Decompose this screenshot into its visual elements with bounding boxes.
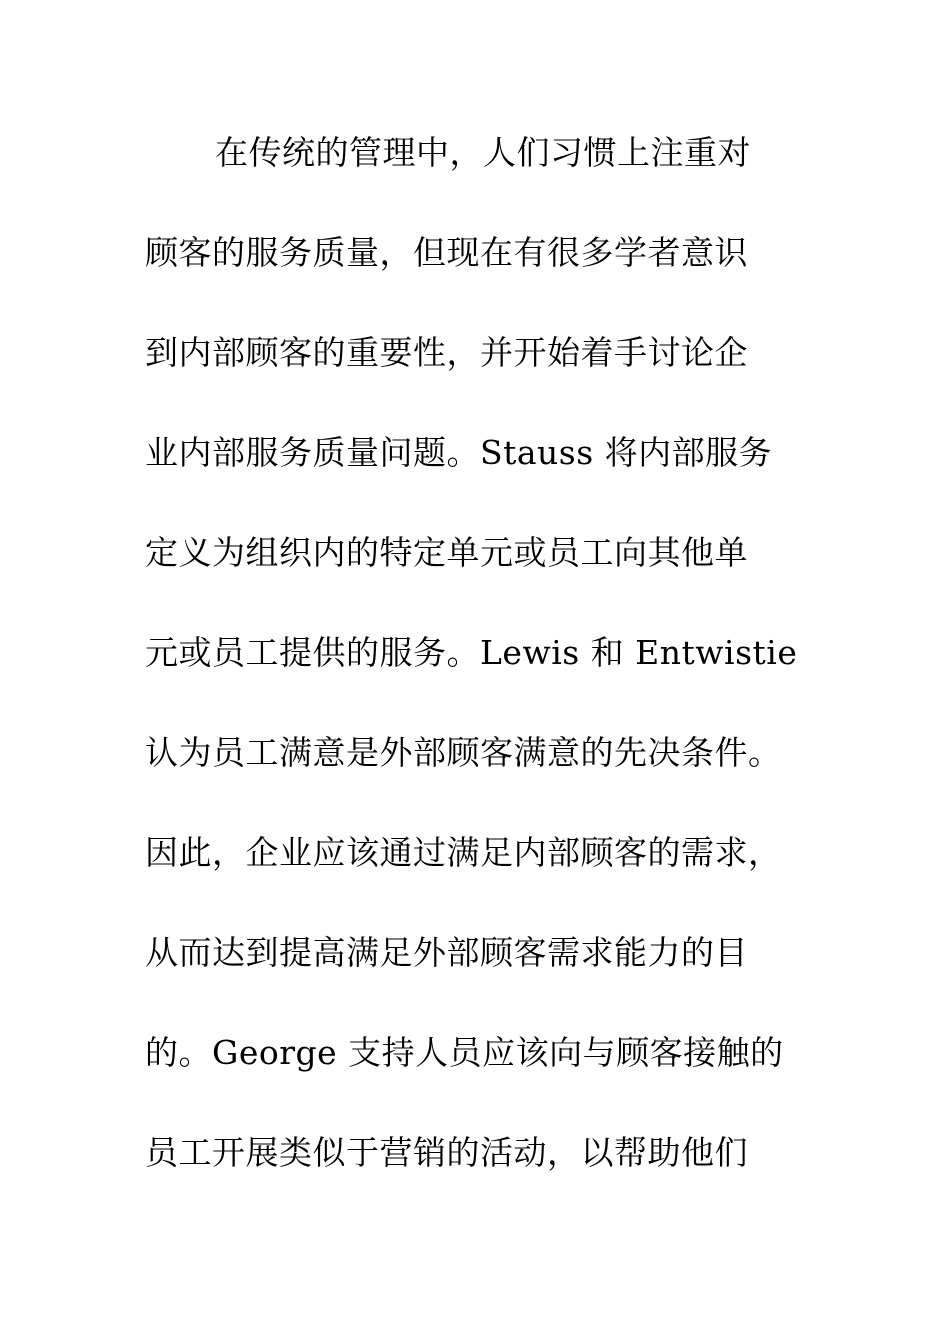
body-paragraph bbox=[145, 125, 805, 1225]
paragraph-line: 认为员工满意是外部顾客满意的先决条件。 bbox=[145, 733, 782, 772]
paragraph-line: 定义为组织内的特定单元或员工向其他单 bbox=[145, 533, 748, 572]
paragraph-line: 在传统的管理中，人们习惯上注重对 bbox=[215, 133, 751, 172]
paragraph-line: 从而达到提高满足外部顾客需求能力的目 bbox=[145, 933, 748, 972]
paragraph-line: 因此，企业应该通过满足内部顾客的需求， bbox=[145, 833, 782, 872]
paragraph-line: 顾客的服务质量，但现在有很多学者意识 bbox=[145, 233, 748, 272]
paragraph-line: 业内部服务质量问题。Stauss 将内部服务 bbox=[145, 433, 773, 472]
paragraph-line: 员工开展类似于营销的活动，以帮助他们 bbox=[145, 1133, 748, 1172]
paragraph-line: 到内部顾客的重要性，并开始着手讨论企 bbox=[145, 333, 748, 372]
paragraph-line: 的。George 支持人员应该向与顾客接触的 bbox=[145, 1033, 784, 1072]
paragraph-line: 元或员工提供的服务。Lewis 和 Entwistie bbox=[145, 633, 798, 672]
